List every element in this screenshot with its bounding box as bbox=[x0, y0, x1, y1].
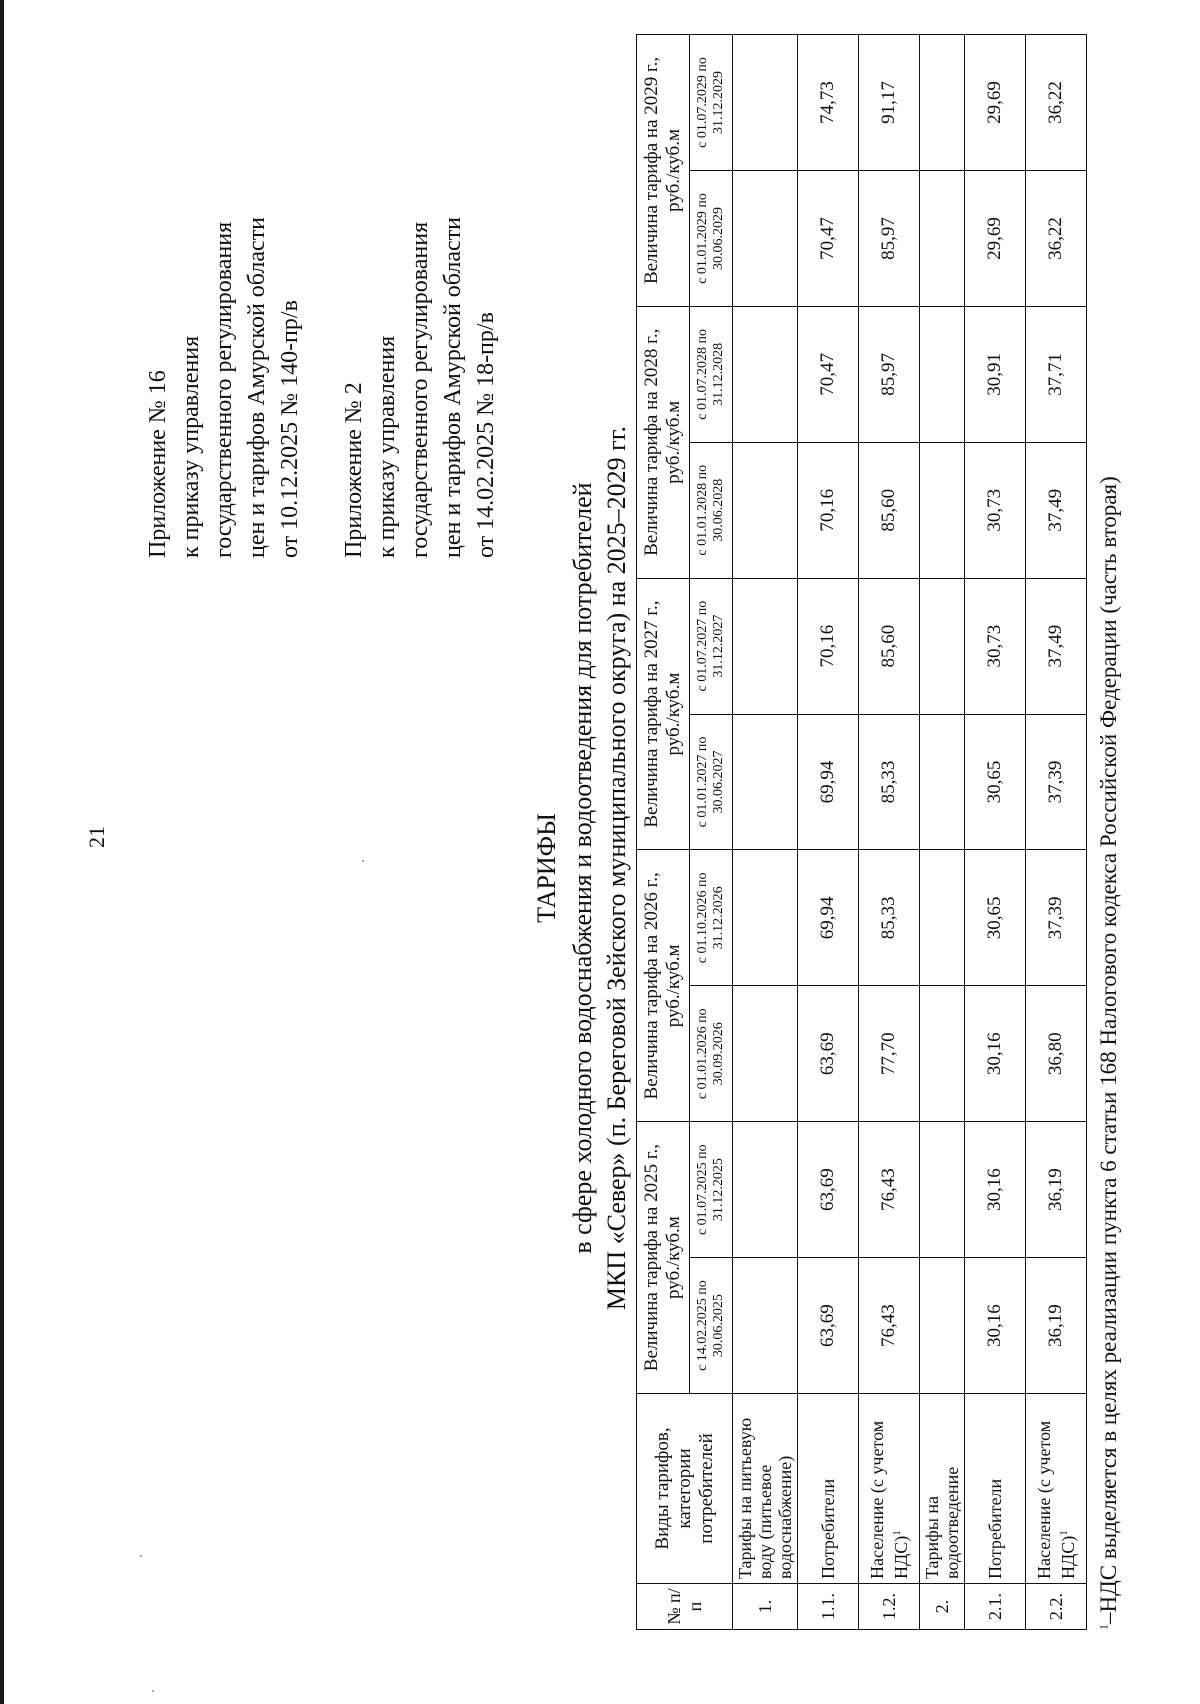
tariff-value bbox=[733, 1122, 798, 1258]
tariff-value: 30,91 bbox=[965, 306, 1026, 442]
appendix-line: государственного регулирования bbox=[211, 221, 237, 558]
tariff-value bbox=[733, 986, 798, 1122]
rotated-document-page bbox=[40, 24, 1140, 1688]
tariff-value: 36,22 bbox=[1026, 35, 1087, 171]
row-category bbox=[920, 1394, 965, 1584]
tariff-value: 76,43 bbox=[859, 1258, 920, 1394]
tariff-value bbox=[920, 170, 965, 306]
page-number: 21 bbox=[84, 826, 109, 848]
tariff-value bbox=[733, 1258, 798, 1394]
header-num: № п/п bbox=[637, 1584, 733, 1630]
tariff-value: 85,60 bbox=[859, 578, 920, 714]
tariff-value: 30,73 bbox=[965, 442, 1026, 578]
header-year-2026: Величина тарифа на 2026 г., руб./куб.м bbox=[637, 850, 690, 1122]
header-period: с 01.01.2029 по 30.06.2029 bbox=[690, 170, 733, 306]
footnote bbox=[1096, 476, 1122, 1630]
header-period: с 01.07.2027 по 31.12.2027 bbox=[690, 578, 733, 714]
tariff-value: 70,16 bbox=[798, 578, 859, 714]
tariff-value: 37,49 bbox=[1026, 442, 1087, 578]
tariff-value bbox=[920, 35, 965, 171]
header-tariff-type: Виды тарифов, категории потребителей bbox=[637, 1394, 733, 1584]
tariff-value: 70,47 bbox=[798, 306, 859, 442]
appendix-line: цен и тарифов Амурской области bbox=[244, 216, 270, 558]
tariff-value: 30,16 bbox=[965, 1258, 1026, 1394]
header-period: с 01.07.2025 по 31.12.2025 bbox=[690, 1122, 733, 1258]
tariff-value: 85,33 bbox=[859, 850, 920, 986]
document-title: ТАРИФЫ bbox=[532, 813, 561, 923]
row-category-text: Тарифы на водоотведение bbox=[922, 1466, 962, 1579]
tariff-value: 63,69 bbox=[798, 986, 859, 1122]
tariff-value: 30,65 bbox=[965, 850, 1026, 986]
header-year-2025: Величина тарифа на 2025 г., руб./куб.м bbox=[637, 1122, 690, 1394]
scan-edge-bar bbox=[0, 0, 4, 1704]
header-year-2027: Величина тарифа на 2027 г., руб./куб.м bbox=[637, 578, 690, 850]
tariff-value bbox=[920, 306, 965, 442]
header-year-2028: Величина тарифа на 2028 г., руб./куб.м bbox=[637, 306, 690, 578]
row-number: 1.2. bbox=[859, 1584, 920, 1630]
row-category-text: Тарифы на питьевую воду (питьевое водоснабжение) bbox=[735, 1417, 795, 1579]
tariff-value bbox=[920, 986, 965, 1122]
tariff-value: 29,69 bbox=[965, 170, 1026, 306]
table-row bbox=[920, 35, 965, 1630]
tariff-value bbox=[733, 35, 798, 171]
row-category bbox=[733, 1394, 798, 1584]
tariff-value: 30,16 bbox=[965, 1122, 1026, 1258]
row-category-text: Население (с учетом НДС) bbox=[1034, 1420, 1078, 1579]
tariff-value bbox=[733, 850, 798, 986]
row-category bbox=[1026, 1394, 1087, 1584]
row-number: 2. bbox=[920, 1584, 965, 1630]
appendix-line: цен и тарифов Амурской области bbox=[440, 216, 466, 558]
tariff-value: 69,94 bbox=[798, 850, 859, 986]
tariff-value bbox=[733, 714, 798, 850]
tariff-value: 91,17 bbox=[859, 35, 920, 171]
tariff-value: 70,47 bbox=[798, 170, 859, 306]
document-subtitle-org: МКП «Север» (п. Береговой Зейского муниципального округа) на 2025–2029 гг. bbox=[602, 425, 631, 1311]
tariff-value bbox=[733, 442, 798, 578]
tariff-value bbox=[920, 578, 965, 714]
row-number: 2.2. bbox=[1026, 1584, 1087, 1630]
row-number: 1.1. bbox=[798, 1584, 859, 1630]
tariff-value: 29,69 bbox=[965, 35, 1026, 171]
appendix-reference-1 bbox=[142, 217, 307, 558]
tariffs-table-body bbox=[733, 35, 1087, 1630]
footnote-marker: 1 bbox=[1096, 1624, 1111, 1630]
tariff-value: 85,60 bbox=[859, 442, 920, 578]
tariff-value: 37,39 bbox=[1026, 850, 1087, 986]
tariff-value bbox=[920, 1122, 965, 1258]
header-period: с 14.02.2025 по 30.06.2025 bbox=[690, 1258, 733, 1394]
tariff-value bbox=[920, 1258, 965, 1394]
row-category-text: Население (с учетом НДС) bbox=[867, 1420, 911, 1579]
tariff-value: 77,70 bbox=[859, 986, 920, 1122]
row-number: 2.1. bbox=[965, 1584, 1026, 1630]
row-category-text: Потребители bbox=[818, 1478, 838, 1579]
tariff-value: 63,69 bbox=[798, 1258, 859, 1394]
tariff-value bbox=[920, 850, 965, 986]
header-period: с 01.07.2028 по 31.12.2028 bbox=[690, 306, 733, 442]
row-category bbox=[965, 1394, 1026, 1584]
tariff-value: 30,16 bbox=[965, 986, 1026, 1122]
header-period: с 01.01.2026 по 30.09.2026 bbox=[690, 986, 733, 1122]
appendix-line: Приложение № 2 bbox=[341, 382, 367, 558]
tariff-value: 63,69 bbox=[798, 1122, 859, 1258]
scan-speck bbox=[152, 1690, 154, 1692]
row-category bbox=[859, 1394, 920, 1584]
table-row bbox=[1026, 35, 1087, 1630]
tariff-value: 30,73 bbox=[965, 578, 1026, 714]
table-row bbox=[965, 35, 1026, 1630]
tariff-value: 74,73 bbox=[798, 35, 859, 171]
footnote-ref: 1 bbox=[891, 1530, 903, 1536]
tariff-value: 37,49 bbox=[1026, 578, 1087, 714]
header-period: с 01.07.2029 по 31.12.2029 bbox=[690, 35, 733, 171]
tariff-value: 85,97 bbox=[859, 306, 920, 442]
appendix-line: от 14.02.2025 № 18-пр/в bbox=[473, 312, 499, 558]
tariff-value bbox=[733, 170, 798, 306]
row-category-text: Потребители bbox=[985, 1478, 1005, 1579]
tariff-value: 37,39 bbox=[1026, 714, 1087, 850]
header-year-2029: Величина тарифа на 2029 г., руб./куб.м bbox=[637, 35, 690, 307]
tariff-value bbox=[920, 442, 965, 578]
tariff-value: 37,71 bbox=[1026, 306, 1087, 442]
appendix-line: Приложение № 16 bbox=[145, 370, 171, 558]
row-number: 1. bbox=[733, 1584, 798, 1630]
tariff-value bbox=[920, 714, 965, 850]
tariff-value bbox=[733, 306, 798, 442]
tariff-value: 76,43 bbox=[859, 1122, 920, 1258]
appendix-line: от 10.12.2025 № 140-пр/в bbox=[277, 300, 303, 558]
tariff-value: 85,33 bbox=[859, 714, 920, 850]
table-row bbox=[733, 35, 798, 1630]
footnote-ref: 1 bbox=[1058, 1530, 1070, 1536]
tariff-value: 36,22 bbox=[1026, 170, 1087, 306]
table-row bbox=[859, 35, 920, 1630]
tariff-value: 36,19 bbox=[1026, 1258, 1087, 1394]
tariff-value: 30,65 bbox=[965, 714, 1026, 850]
appendix-line: государственного регулирования bbox=[407, 221, 433, 558]
appendix-line: к приказу управления bbox=[178, 335, 204, 558]
header-period: с 01.01.2027 по 30.06.2027 bbox=[690, 714, 733, 850]
tariff-value: 36,19 bbox=[1026, 1122, 1087, 1258]
appendix-line: к приказу управления bbox=[374, 335, 400, 558]
document-subtitle: в сфере холодного водоснабжения и водоотведения для потребителей bbox=[568, 482, 597, 1254]
header-period: с 01.10.2026 по 31.12.2026 bbox=[690, 850, 733, 986]
footnote-text: –НДС выделяется в целях реализации пункта 6 статьи 168 Налогового кодекса Российской Федерации (часть вторая) bbox=[1096, 476, 1121, 1624]
tariffs-table bbox=[636, 34, 1087, 1630]
table-row bbox=[798, 35, 859, 1630]
tariff-value: 36,80 bbox=[1026, 986, 1087, 1122]
tariff-value bbox=[733, 578, 798, 714]
tariff-value: 69,94 bbox=[798, 714, 859, 850]
row-category bbox=[798, 1394, 859, 1584]
header-period: с 01.01.2028 по 30.06.2028 bbox=[690, 442, 733, 578]
tariff-value: 70,16 bbox=[798, 442, 859, 578]
appendix-reference-2 bbox=[338, 217, 503, 558]
tariff-value: 85,97 bbox=[859, 170, 920, 306]
